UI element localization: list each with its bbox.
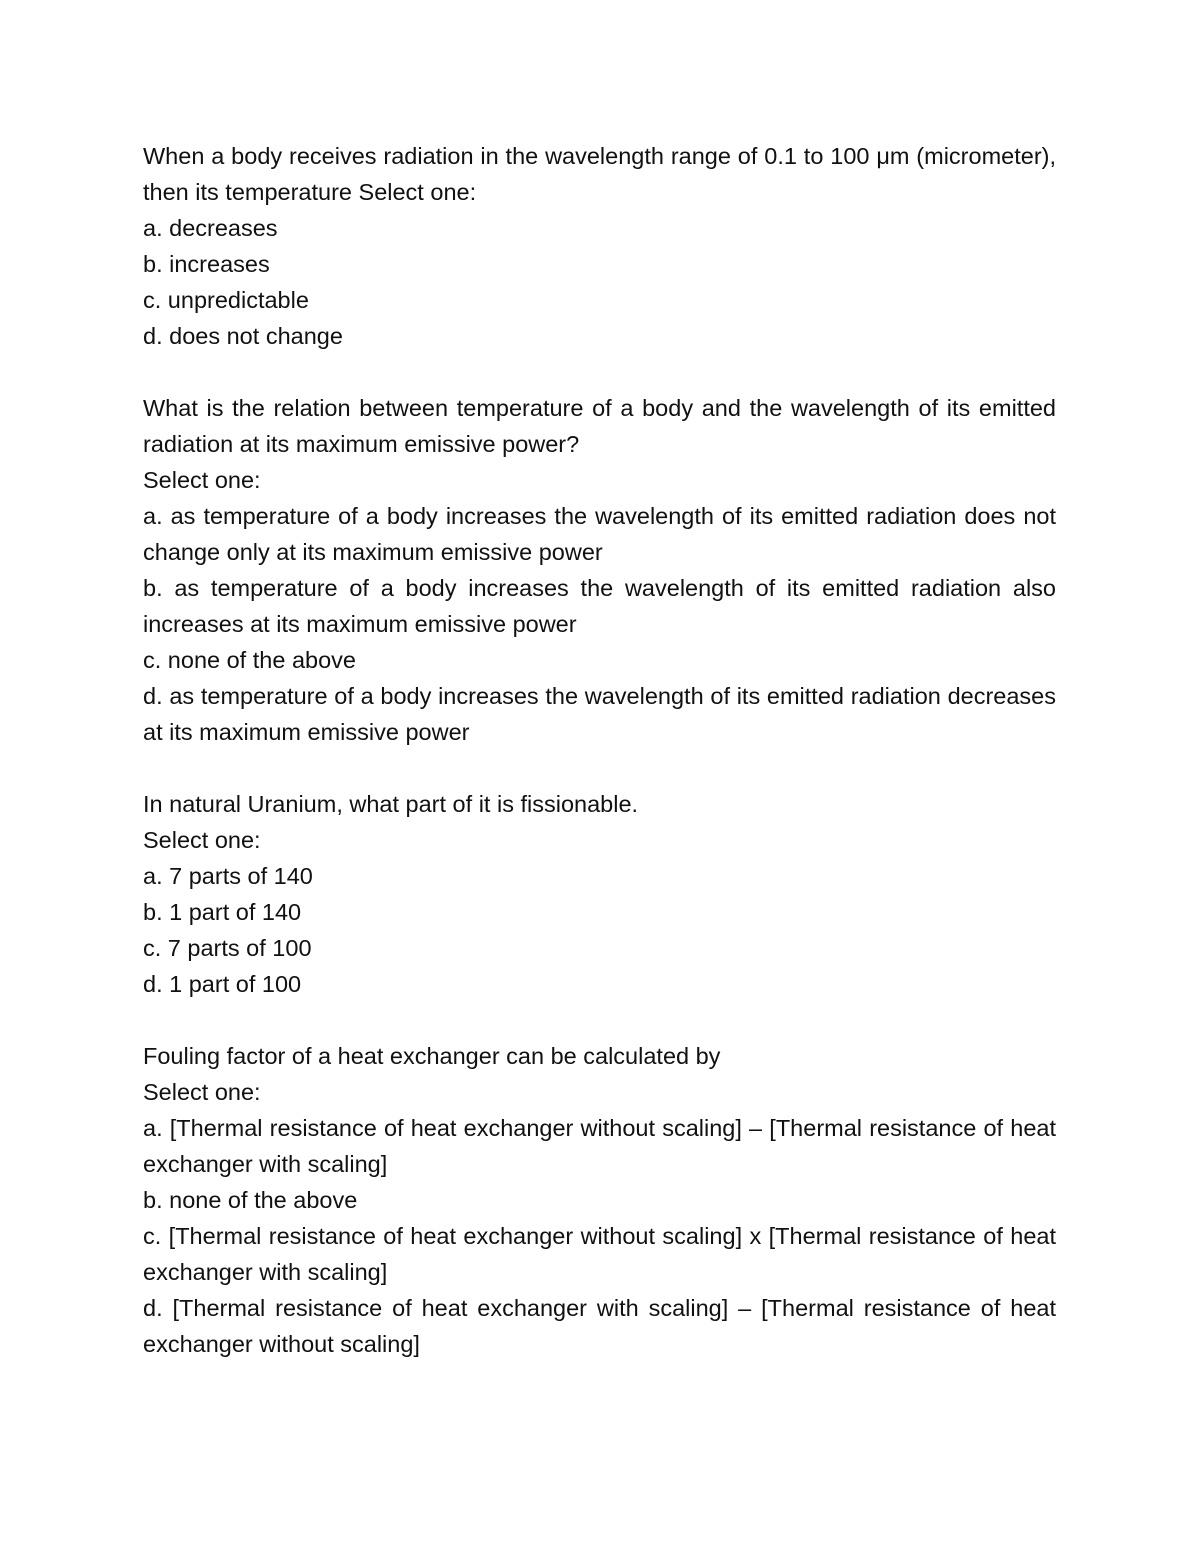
option-c: c. 7 parts of 100 — [143, 935, 312, 961]
option-d: d. as temperature of a body increases the wavelength of its emitted radiation decreases at its maximum emissive power — [143, 683, 1056, 745]
question-1 — [143, 138, 1056, 354]
option-a: a. [Thermal resistance of heat exchanger without scaling] – [Thermal resistance of heat exchanger with scaling] — [143, 1115, 1056, 1177]
option-a: a. decreases — [143, 215, 278, 241]
select-one-prompt: Select one: — [143, 827, 261, 853]
option-b: b. none of the above — [143, 1187, 358, 1213]
option-b: b. 1 part of 140 — [143, 899, 302, 925]
option-c: c. none of the above — [143, 647, 356, 673]
option-c: c. unpredictable — [143, 287, 309, 313]
select-one-prompt: Select one: — [143, 1079, 261, 1105]
option-a: a. 7 parts of 140 — [143, 863, 313, 889]
question-3 — [143, 786, 1056, 1002]
question-stem: In natural Uranium, what part of it is fissionable. — [143, 791, 639, 817]
option-d: d. does not change — [143, 323, 343, 349]
question-stem: Fouling factor of a heat exchanger can be calculated by — [143, 1043, 721, 1069]
option-a: a. as temperature of a body increases the wavelength of its emitted radiation does not change only at its maximum emissive power — [143, 503, 1056, 565]
option-b: b. as temperature of a body increases the wavelength of its emitted radiation also increases at its maximum emissive power — [143, 575, 1056, 637]
question-stem: When a body receives radiation in the wavelength range of 0.1 to 100 μm (micrometer), then its temperature Select one: — [143, 143, 1056, 205]
question-stem: What is the relation between temperature of a body and the wavelength of its emitted radiation at its maximum emissive power? — [143, 395, 1056, 457]
question-4 — [143, 1038, 1056, 1362]
option-b: b. increases — [143, 251, 270, 277]
question-2 — [143, 390, 1056, 750]
document-page — [143, 138, 1056, 1398]
option-d: d. [Thermal resistance of heat exchanger with scaling] – [Thermal resistance of heat exchanger without scaling] — [143, 1295, 1056, 1357]
option-c: c. [Thermal resistance of heat exchanger without scaling] x [Thermal resistance of heat exchanger with scaling] — [143, 1223, 1056, 1285]
option-d: d. 1 part of 100 — [143, 971, 302, 997]
select-one-prompt: Select one: — [143, 467, 261, 493]
